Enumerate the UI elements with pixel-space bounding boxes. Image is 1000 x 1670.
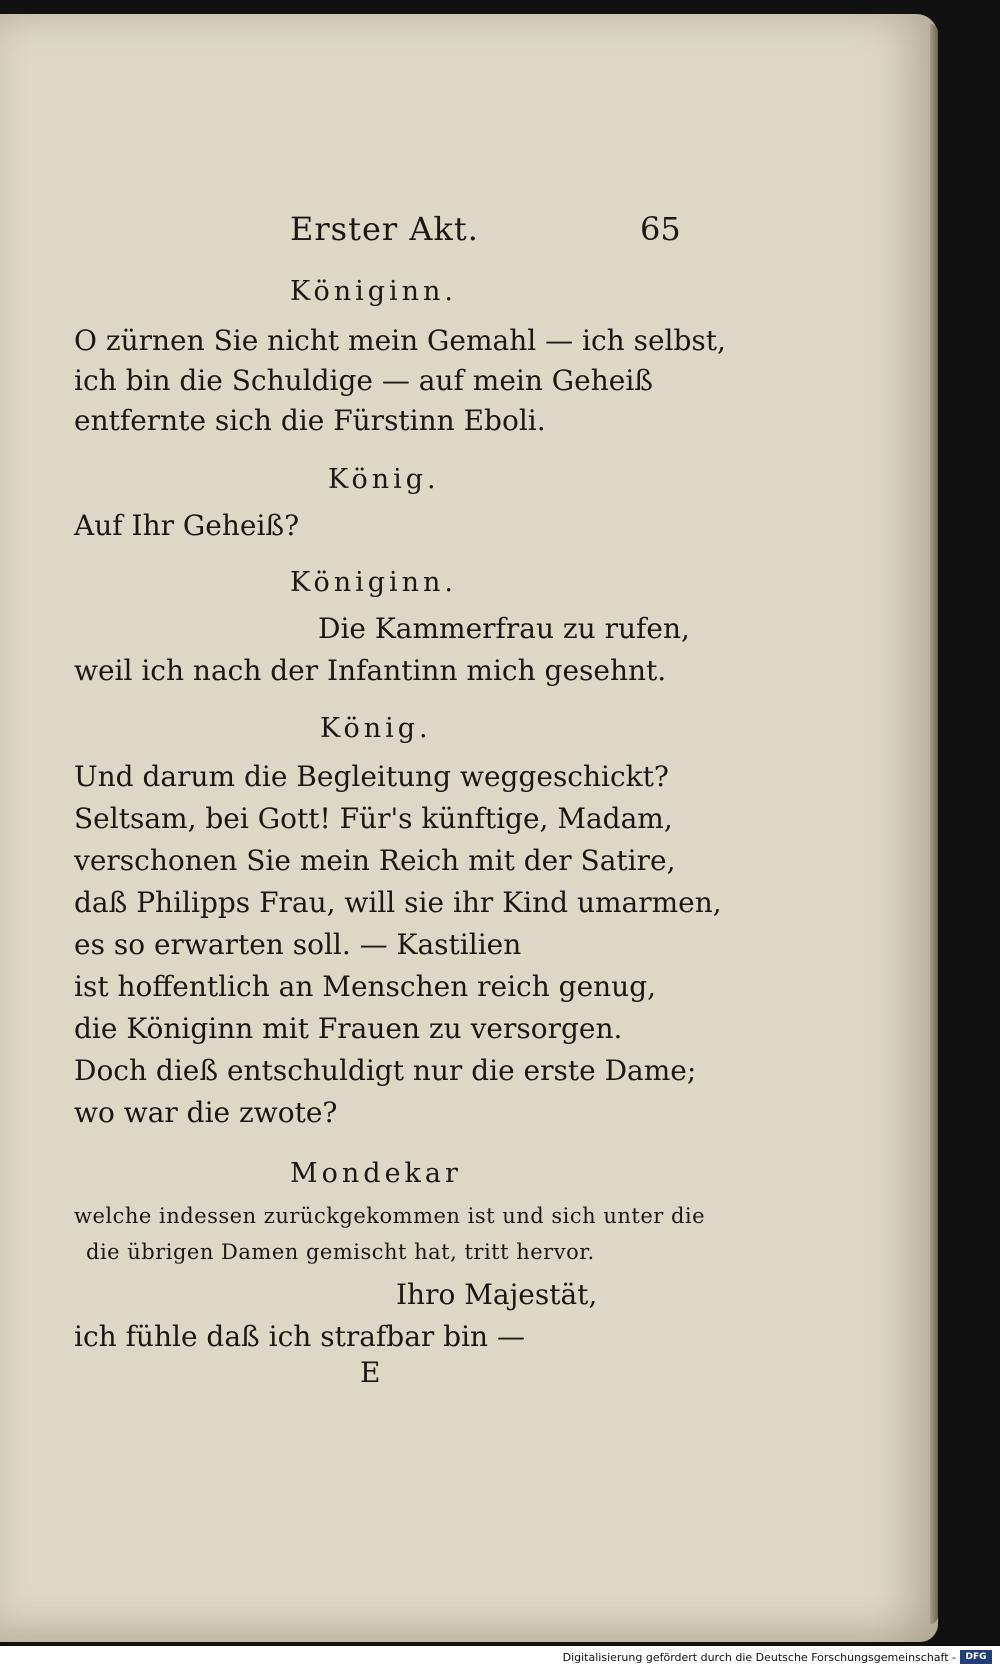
- verse-line: daß Philipps Frau, will sie ihr Kind umarmen,: [74, 886, 722, 919]
- stage-direction: welche indessen zurückgekommen ist und sich unter die: [74, 1204, 706, 1228]
- stage-direction: die übrigen Damen gemischt hat, tritt hervor.: [86, 1240, 595, 1264]
- verse-line: die Königinn mit Frauen zu versorgen.: [74, 1012, 623, 1045]
- running-header-title: Erster Akt.: [290, 210, 479, 248]
- verse-line: es so erwarten soll. — Kastilien: [74, 928, 522, 961]
- verse-line: wo war die zwote?: [74, 1096, 338, 1129]
- speaker-name: Königinn.: [290, 567, 458, 598]
- verse-line: Seltsam, bei Gott! Für's künftige, Madam,: [74, 802, 673, 835]
- dfg-logo: DFG: [960, 1650, 992, 1664]
- verse-line: entfernte sich die Fürstinn Eboli.: [74, 404, 546, 437]
- speaker-name: Königinn.: [290, 276, 458, 307]
- speaker-name: König.: [328, 464, 440, 495]
- verse-line: ist hoffentlich an Menschen reich genug,: [74, 970, 657, 1003]
- book-page: [0, 14, 938, 1642]
- funding-notice: Digitalisierung gefördert durch die Deutsche Forschungsgemeinschaft -: [562, 1651, 956, 1664]
- signature-mark: E: [360, 1356, 381, 1389]
- speaker-name: König.: [320, 713, 432, 744]
- verse-line: Doch dieß entschuldigt nur die erste Dame;: [74, 1054, 697, 1087]
- verse-line: weil ich nach der Infantinn mich gesehnt.: [74, 654, 667, 687]
- speaker-name: Mondekar: [290, 1158, 462, 1189]
- page-number: 65: [640, 210, 681, 248]
- verse-line: Und darum die Begleitung weggeschickt?: [74, 760, 669, 793]
- verse-line: ich bin die Schuldige — auf mein Geheiß: [74, 364, 653, 397]
- verse-line: ich fühle daß ich strafbar bin —: [74, 1320, 525, 1353]
- verse-line: Auf Ihr Geheiß?: [74, 509, 300, 542]
- verse-line: verschonen Sie mein Reich mit der Satire,: [74, 844, 676, 877]
- verse-line: Ihro Majestät,: [396, 1278, 598, 1311]
- verse-line: Die Kammerfrau zu rufen,: [318, 612, 690, 645]
- verse-line: O zürnen Sie nicht mein Gemahl — ich selbst,: [74, 324, 726, 357]
